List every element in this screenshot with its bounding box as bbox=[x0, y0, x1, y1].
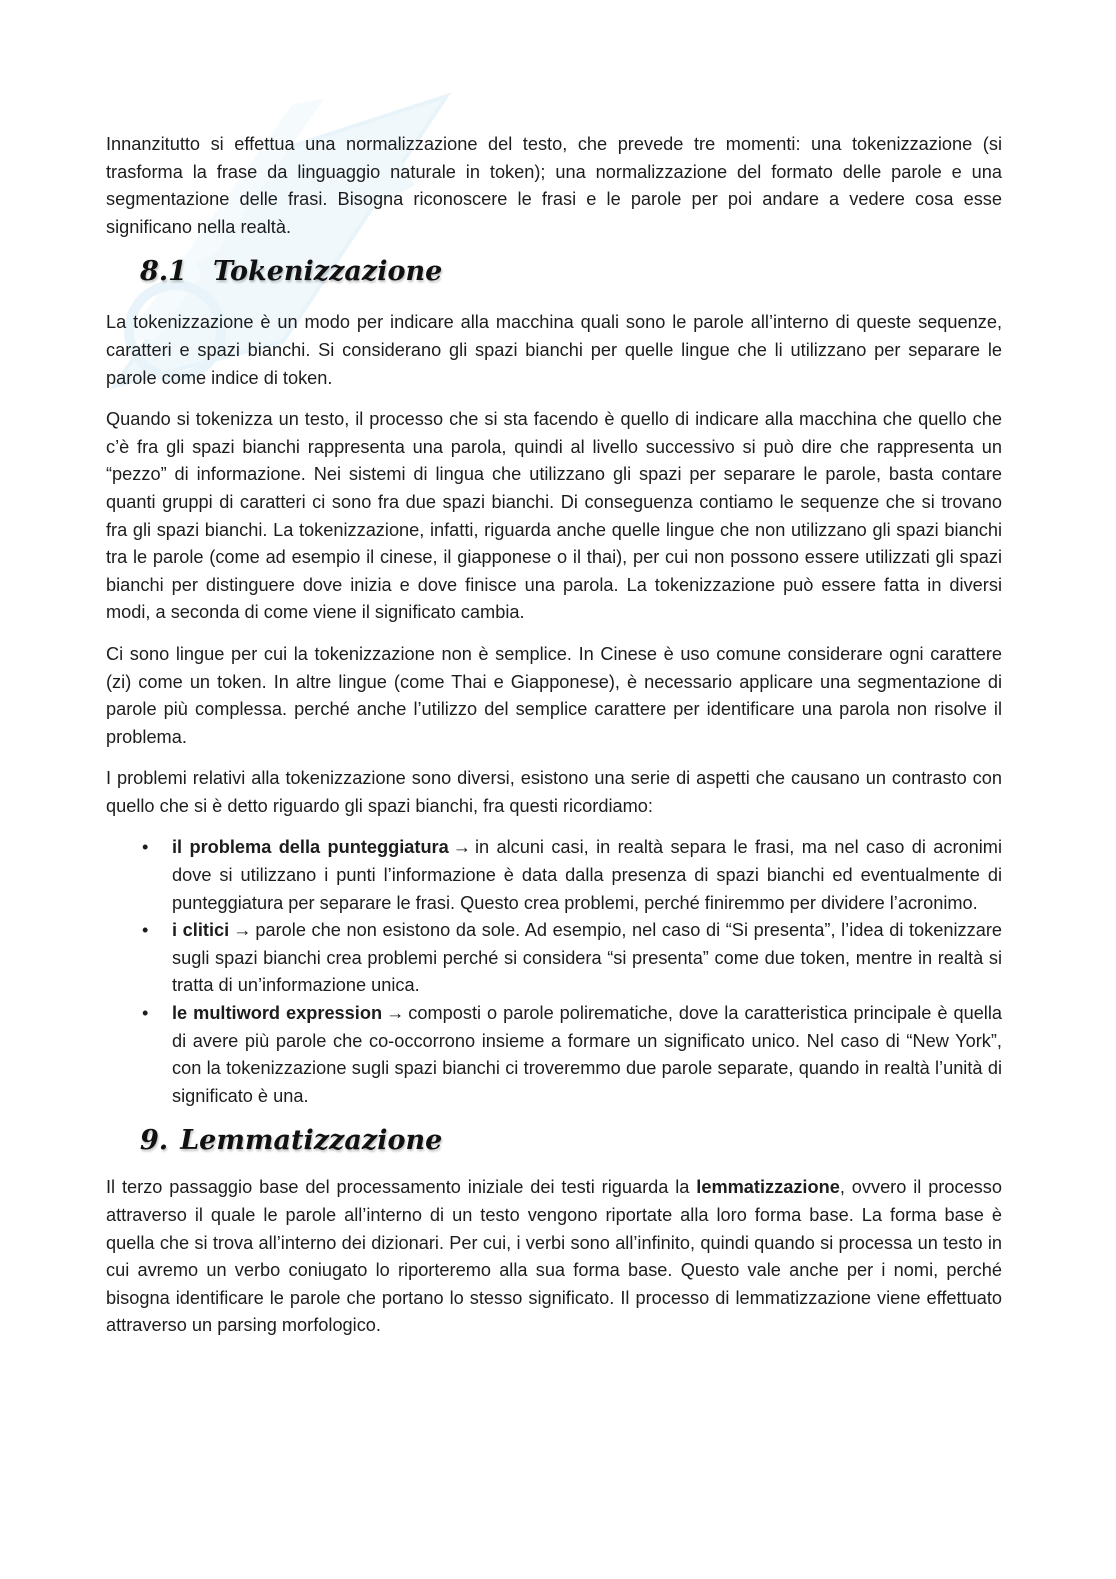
intro-paragraph: Innanzitutto si effettua una normalizzazione del testo, che prevede tre momenti: una tokenizzazione (si trasforma la frase da linguaggio naturale in token); una normalizzazione del formato delle parole e una segmentazione delle frasi. Bisogna riconoscere le frasi e le parole per poi andare a vedere cosa esse significano nella realtà. bbox=[106, 134, 1002, 237]
list-item-term: i clitici bbox=[172, 920, 230, 941]
arrow-icon: → bbox=[386, 1003, 405, 1024]
lemmatizzazione-term: lemmatizzazione bbox=[696, 1177, 840, 1198]
section-title: Lemmatizzazione bbox=[180, 1125, 443, 1157]
list-item bbox=[142, 1000, 1003, 1110]
lemmatizzazione-paragraph bbox=[106, 1174, 1002, 1340]
tokenizzazione-paragraph-3: Ci sono lingue per cui la tokenizzazione non è semplice. In Cinese è uso comune considerare ogni carattere (zi) come un token. In altre lingue (come Thai e Giapponese), è necessario applicare una segmentazione di parole più complessa. perché anche l’utilizzo del semplice carattere per identificare una parola non risolve il problema. bbox=[106, 643, 1002, 747]
section-number: 8.1 bbox=[140, 256, 187, 288]
lemmatizzazione-text-after: , ovvero il processo attraverso il quale le parole all’interno di un testo vengono riportate alla loro forma base. La forma base è quella che si trova all’interno dei dizionari. Per cui, i verbi sono all’infinito, quindi quando si processa un testo in cui avremo un verbo coniugato lo riporteremo alla sua forma base. Questo vale anche per i nomi, perché bisogna identificare le parole che portano lo stesso significato. Il processo di lemmatizzazione viene effettuato attraverso un parsing morfologico. bbox=[106, 1177, 1002, 1336]
list-item bbox=[142, 834, 1002, 917]
list-item-term: il problema della punteggiatura bbox=[172, 837, 449, 858]
arrow-icon: → bbox=[452, 837, 471, 858]
list-item-text: composti o parole polirematiche, dove la caratteristica principale è quella di avere più parole che co-occorrono insieme a formare un significato unico. Nel caso di “New York”, con la tokenizzazione sugli spazi bianchi ci troveremmo due parole separate, quando in realtà l’unità di significato è una. bbox=[172, 1003, 1003, 1106]
list-item-text: in alcuni casi, in realtà separa le frasi, ma nel caso di acronimi dove si utilizzano i punti l’informazione è data dalla presenza di spazi bianchi ed eventualmente di punteggiatura per separare le frasi. Questo crea problemi, perché finiremmo per dividere l’acronimo. bbox=[172, 837, 1002, 913]
document-page bbox=[106, 131, 1002, 1354]
list-item-term: le multiword expression bbox=[172, 1003, 383, 1024]
list-item bbox=[142, 917, 1002, 1000]
tokenizzazione-paragraph-2: Quando si tokenizza un testo, il processo che si sta facendo è quello di indicare alla macchina che quello che c’è fra gli spazi bianchi rappresenta una parola, quindi al livello successivo si può dire che rappresenta un “pezzo” di informazione. Nei sistemi di lingua che utilizzano gli spazi per separare le parole, basta contare quanti gruppi di caratteri ci sono fra due spazi bianchi. Di conseguenza contiamo le sequenze che si trovano fra gli spazi bianchi. La tokenizzazione, infatti, riguarda anche quelle lingue che non utilizzano gli spazi bianchi tra le parole (come ad esempio il cinese, il giapponese o il thai), per cui non possono essere utilizzati gli spazi bianchi per distinguere dove inizia e dove finisce una parola. La tokenizzazione può essere fatta in diversi modi, a seconda di come viene il significato cambia. bbox=[106, 409, 1002, 623]
section-heading-lemmatizzazione bbox=[140, 1124, 1002, 1158]
bullet-icon: • bbox=[142, 837, 149, 858]
section-heading-tokenizzazione bbox=[140, 255, 1002, 289]
list-item-text: parole che non esistono da sole. Ad esempio, nel caso di “Si presenta”, l’idea di tokenizzare sugli spazi bianchi crea problemi perché si considera “si presenta” come due token, mentre in realtà si tratta di un’informazione unica. bbox=[172, 920, 1002, 996]
bullet-icon: • bbox=[142, 920, 149, 941]
tokenizzazione-paragraph-4: I problemi relativi alla tokenizzazione sono diversi, esistono una serie di aspetti che causano un contrasto con quello che si è detto riguardo gli spazi bianchi, fra questi ricordiamo: bbox=[106, 768, 1002, 816]
section-title: Tokenizzazione bbox=[212, 256, 443, 288]
lemmatizzazione-text-before: Il terzo passaggio base del processamento iniziale dei testi riguarda la bbox=[106, 1177, 697, 1198]
section-number: 9. bbox=[140, 1125, 169, 1157]
tokenizzazione-paragraph-1: La tokenizzazione è un modo per indicare alla macchina quali sono le parole all’interno di queste sequenze, caratteri e spazi bianchi. Si considerano gli spazi bianchi per quelle lingue che li utilizzano per separare le parole come indice di token. bbox=[106, 312, 1002, 388]
arrow-icon: → bbox=[233, 920, 252, 941]
bullet-icon: • bbox=[142, 1003, 149, 1024]
problems-list bbox=[106, 834, 1002, 1110]
